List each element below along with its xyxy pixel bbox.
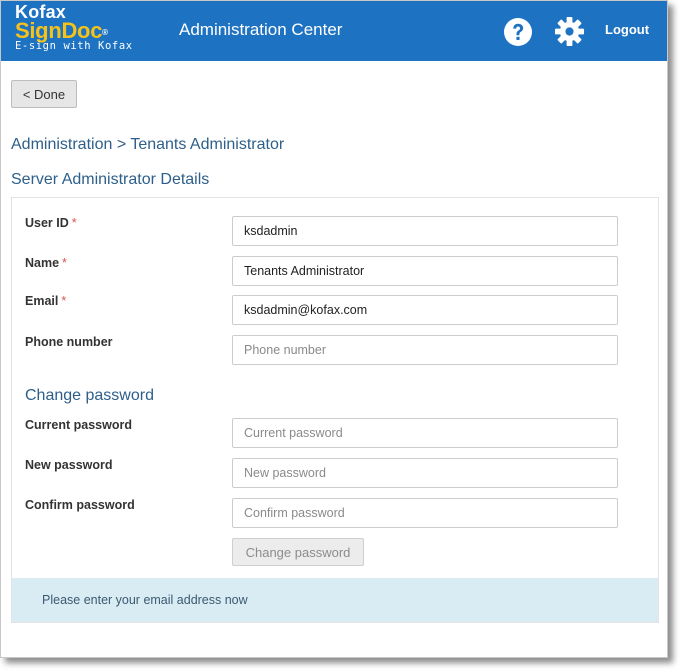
done-button[interactable]: < Done	[11, 80, 77, 108]
change-password-button[interactable]: Change password	[232, 538, 364, 566]
email-label-text: Email	[25, 294, 59, 308]
current-password-label: Current password	[25, 418, 132, 432]
new-password-label: New password	[25, 458, 113, 472]
section-title: Server Administrator Details	[11, 171, 210, 188]
email-input[interactable]	[232, 295, 618, 325]
logo-line-kofax: Kofax	[15, 2, 67, 22]
user-id-input[interactable]	[232, 216, 618, 246]
breadcrumb: Administration > Tenants Administrator	[11, 136, 285, 153]
top-bar	[1, 1, 667, 61]
app-title: Administration Center	[179, 20, 343, 39]
change-password-title: Change password	[25, 387, 154, 404]
new-password-input[interactable]	[232, 458, 618, 488]
confirm-password-input[interactable]	[232, 498, 618, 528]
current-password-input[interactable]	[232, 418, 618, 448]
alert-message: Please enter your email address now	[42, 593, 248, 607]
info-alert	[12, 578, 658, 622]
settings-gear-icon[interactable]	[554, 16, 585, 47]
user-id-label	[25, 216, 77, 230]
confirm-password-label: Confirm password	[25, 498, 135, 512]
logo-tagline: E-sign with Kofax	[15, 40, 133, 52]
user-id-label-text: User ID	[25, 216, 69, 230]
required-marker: *	[71, 216, 77, 230]
registered-mark: ®	[102, 28, 108, 37]
kofax-signdoc-logo	[15, 4, 133, 52]
help-icon[interactable]	[503, 17, 533, 47]
logo-signdoc-text: SignDoc	[15, 18, 103, 43]
name-label	[25, 256, 67, 270]
logout-link[interactable]: Logout	[605, 22, 650, 37]
email-label	[25, 294, 66, 308]
phone-label: Phone number	[25, 335, 113, 349]
name-input[interactable]	[232, 256, 618, 286]
logo-line-signdoc	[15, 18, 133, 43]
required-marker: *	[61, 294, 67, 308]
name-label-text: Name	[25, 256, 60, 270]
phone-input[interactable]	[232, 335, 618, 365]
required-marker: *	[62, 256, 67, 270]
